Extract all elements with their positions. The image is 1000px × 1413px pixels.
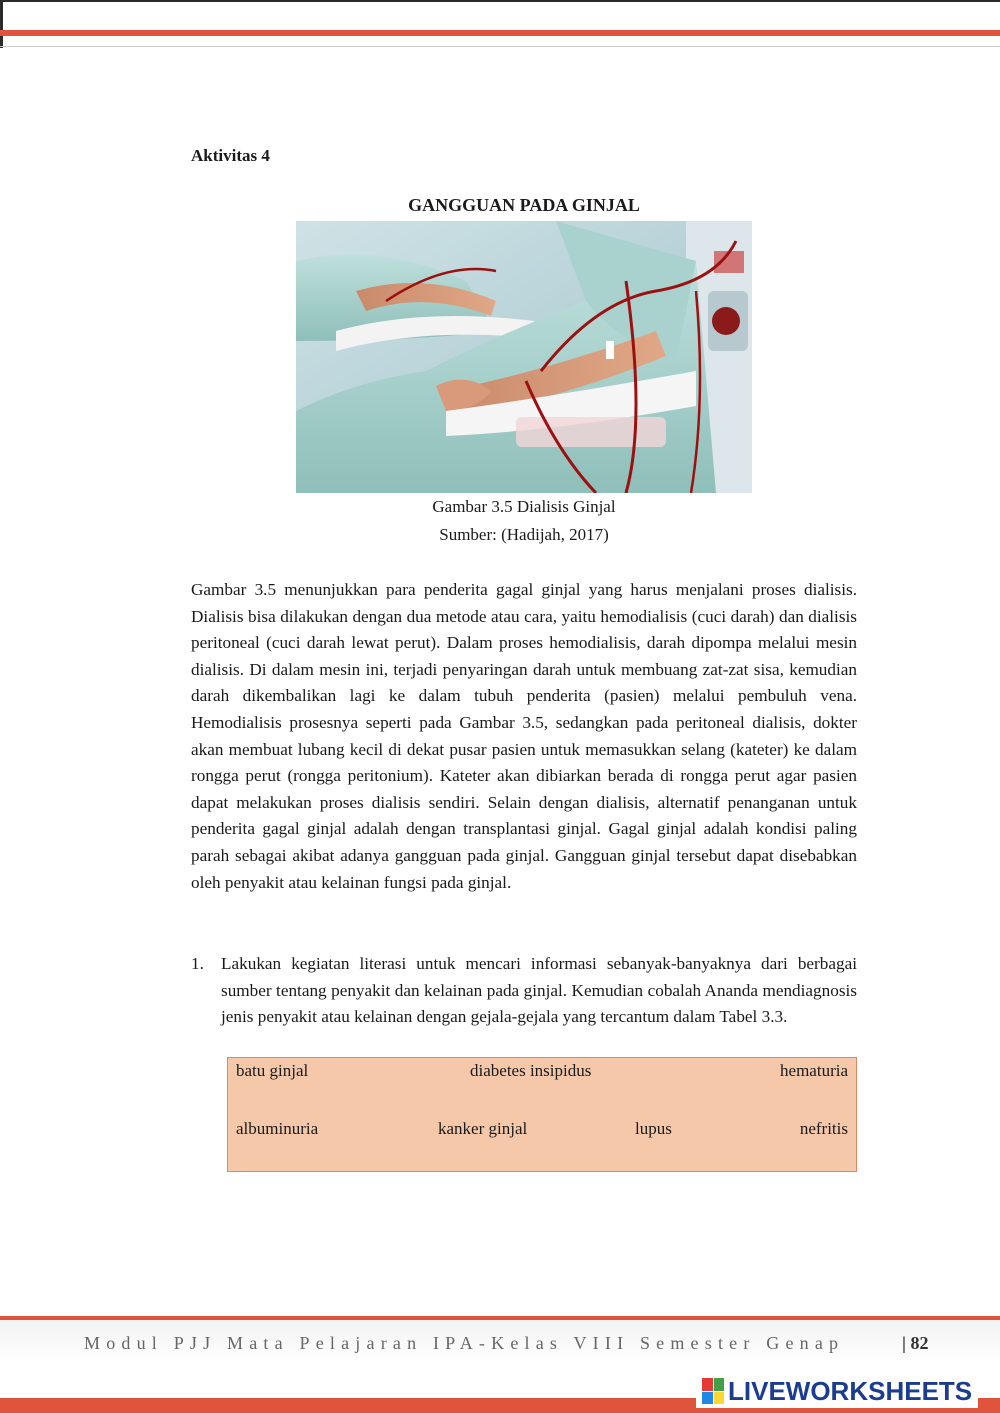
activity-heading: Aktivitas 4 bbox=[191, 146, 270, 165]
word-albuminuria[interactable]: albuminuria bbox=[236, 1119, 319, 1138]
page-number: | 82 bbox=[902, 1333, 929, 1353]
dialysis-photo bbox=[296, 221, 752, 493]
word-kanker-ginjal[interactable]: kanker ginjal bbox=[438, 1119, 528, 1138]
liveworksheets-icon bbox=[702, 1378, 724, 1404]
word-lupus[interactable]: lupus bbox=[635, 1119, 672, 1138]
figure-caption: Gambar 3.5 Dialisis Ginjal bbox=[432, 497, 616, 516]
list-text: Lakukan kegiatan literasi untuk mencari informasi sebanyak-banyaknya dari berbagai sumber tentang penyakit dan kelainan pada ginjal. Kemudian cobalah Ananda mendiagnosis jenis penyakit atau kelainan dengan gejala-gejala yang tercantum dalam Tabel 3.3. bbox=[221, 954, 857, 1027]
list-number: 1. bbox=[191, 954, 204, 973]
footer-module-title: Modul PJJ Mata Pelajaran IPA-Kelas VIII Semester Genap bbox=[84, 1333, 845, 1353]
figure-source: Sumber: (Hadijah, 2017) bbox=[439, 525, 609, 544]
word-batu-ginjal[interactable]: batu ginjal bbox=[236, 1061, 309, 1080]
list-item bbox=[191, 951, 857, 1031]
word-bank bbox=[227, 1057, 857, 1172]
word-nefritis[interactable]: nefritis bbox=[799, 1119, 848, 1138]
header-rule bbox=[0, 0, 1000, 50]
liveworksheets-logo bbox=[696, 1374, 978, 1408]
body-paragraph: Gambar 3.5 menunjukkan para penderita gagal ginjal yang harus menjalani proses dialisis. Dialisis bisa dilakukan dengan dua metode atau cara, yaitu hemodialisis (cuci darah) dan dialisis peritoneal (cuci darah lewat perut). Dalam proses hemodialisis, darah dipompa melalui mesin dialisis. Di dalam mesin ini, terjadi penyaringan darah untuk membuang zat-zat sisa, kemudian darah dikembalikan lagi ke dalam tubuh penderita (pasien) melalui pembuluh vena. Hemodialisis prosesnya seperti pada Gambar 3.5, sedangkan pada peritoneal dialisis, dokter akan membuat lubang kecil di dekat pusar pasien untuk memasukkan selang (kateter) ke dalam rongga perut (rongga peritonium). Kateter akan dibiarkan berada di rongga perut agar pasien dapat melakukan proses dialisis sendiri. Selain dengan dialisis, alternatif penanganan untuk penderita gagal ginjal adalah dengan transplantasi ginjal. Gagal ginjal adalah kondisi paling parah sebagai akibat adanya gangguan pada ginjal. Gangguan ginjal tersebut dapat disebabkan oleh penyakit atau kelainan fungsi pada ginjal. bbox=[191, 580, 857, 892]
word-hematuria[interactable]: hematuria bbox=[780, 1061, 848, 1080]
brand-text: LIVEWORKSHEETS bbox=[728, 1375, 973, 1406]
word-diabetes-insipidus[interactable]: diabetes insipidus bbox=[470, 1061, 592, 1080]
page-title: GANGGUAN PADA GINJAL bbox=[408, 195, 640, 215]
